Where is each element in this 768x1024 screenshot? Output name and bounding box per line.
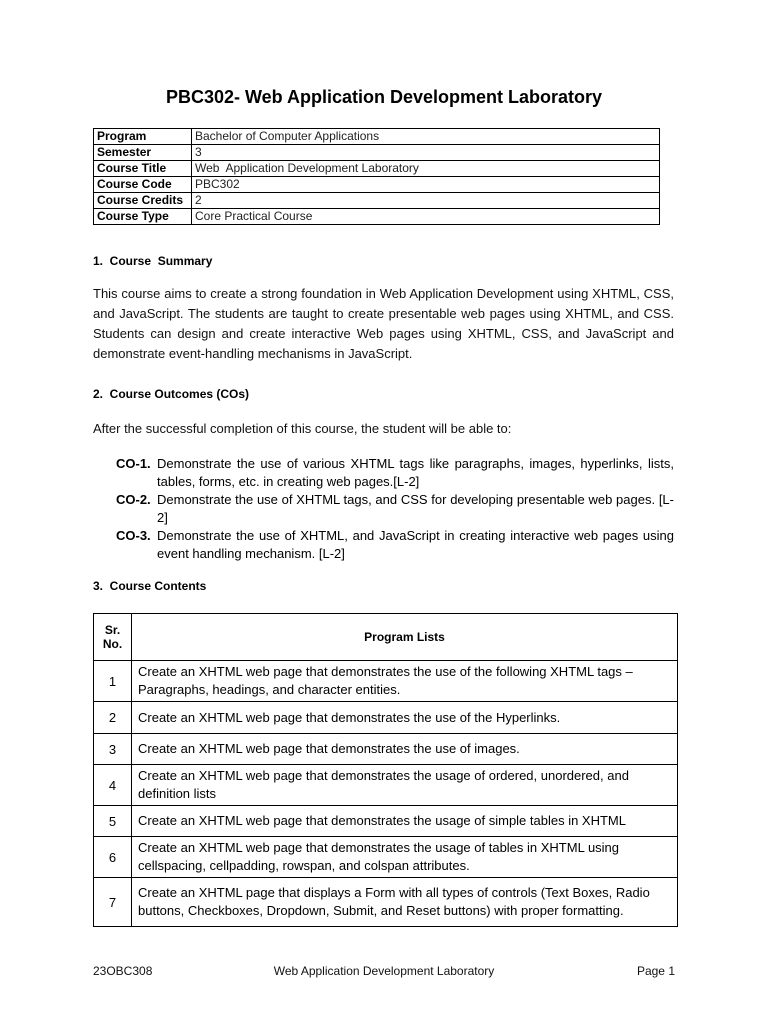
page-title: PBC302- Web Application Development Laboratory [165, 87, 603, 107]
info-value: 2 [192, 193, 660, 209]
row-description: Create an XHTML web page that demonstrates the use of the following XHTML tags – Paragraphs, headings, and character entities. [132, 661, 678, 702]
row-number: 2 [94, 702, 132, 734]
outcome-text: Demonstrate the use of various XHTML tags like paragraphs, images, hyperlinks, lists, tables, forms, etc. in creating web pages.[L-2] [157, 456, 674, 489]
outcome-label: CO-2. [116, 492, 151, 507]
row-description: Create an XHTML web page that demonstrates the usage of ordered, unordered, and definition lists [132, 765, 678, 806]
section-heading-outcomes: 2. Course Outcomes (COs) [93, 387, 250, 401]
outcome-text: Demonstrate the use of XHTML tags, and CSS for developing presentable web pages. [L-2] [157, 492, 674, 525]
row-description: Create an XHTML web page that demonstrates the usage of simple tables in XHTML [132, 806, 678, 837]
info-value: Web Application Development Laboratory [192, 161, 660, 177]
row-description: Create an XHTML web page that demonstrates the use of images. [132, 734, 678, 765]
outcome-label: CO-3. [116, 528, 151, 543]
table-row [94, 878, 678, 927]
info-key: Semester [94, 145, 192, 161]
footer-page-number: Page 1 [636, 964, 675, 978]
table-row [94, 806, 678, 837]
outcome-label: CO-1. [116, 456, 151, 471]
section-heading-summary: 1. Course Summary [93, 254, 213, 268]
table-row [94, 661, 678, 702]
info-row [94, 161, 660, 177]
row-number: 6 [94, 837, 132, 878]
table-row [94, 734, 678, 765]
info-row [94, 209, 660, 225]
column-header-sr: Sr. No. [94, 614, 132, 661]
row-description: Create an XHTML web page that demonstrates the use of the Hyperlinks. [132, 702, 678, 734]
row-number: 4 [94, 765, 132, 806]
info-value: Bachelor of Computer Applications [192, 129, 660, 145]
info-key: Course Title [94, 161, 192, 177]
course-info-table [93, 128, 660, 225]
info-row [94, 193, 660, 209]
row-description: Create an XHTML web page that demonstrates the usage of tables in XHTML using cellspacing, cellpadding, rowspan, and colspan attributes. [132, 837, 678, 878]
outcomes-list [116, 455, 674, 563]
info-value: 3 [192, 145, 660, 161]
info-key: Course Credits [94, 193, 192, 209]
info-key: Program [94, 129, 192, 145]
footer-course-code: 23OBC308 [93, 964, 153, 978]
outcome-text: Demonstrate the use of XHTML, and JavaScript in creating interactive web pages using event handling mechanism. [L-2] [157, 528, 674, 561]
info-row [94, 145, 660, 161]
section-heading-contents: 3. Course Contents [93, 579, 207, 593]
info-key: Course Type [94, 209, 192, 225]
table-row [94, 765, 678, 806]
outcome-item [116, 455, 674, 491]
table-header-row [94, 614, 678, 661]
course-summary-text: This course aims to create a strong foundation in Web Application Development using XHTML, CSS, and JavaScript. The students are taught to create presentable web pages using XHTML, and CSS. Students can design and create interactive Web pages using XHTML, CSS, and JavaScript and demonstrate event-handling mechanisms in JavaScript. [93, 286, 674, 361]
row-description: Create an XHTML page that displays a Form with all types of controls (Text Boxes, Radio buttons, Checkboxes, Dropdown, Submit, and Reset buttons) with proper formatting. [132, 878, 678, 927]
footer-title: Web Application Development Laboratory [273, 964, 495, 978]
column-header-program: Program Lists [132, 614, 678, 661]
row-number: 1 [94, 661, 132, 702]
table-row [94, 837, 678, 878]
info-row [94, 129, 660, 145]
row-number: 3 [94, 734, 132, 765]
outcome-item [116, 527, 674, 563]
info-value: Core Practical Course [192, 209, 660, 225]
info-row [94, 177, 660, 193]
course-contents-table [93, 613, 678, 927]
outcome-item [116, 491, 674, 527]
outcomes-intro: After the successful completion of this course, the student will be able to: [93, 421, 512, 436]
table-row [94, 702, 678, 734]
info-key: Course Code [94, 177, 192, 193]
info-value: PBC302 [192, 177, 660, 193]
row-number: 7 [94, 878, 132, 927]
row-number: 5 [94, 806, 132, 837]
